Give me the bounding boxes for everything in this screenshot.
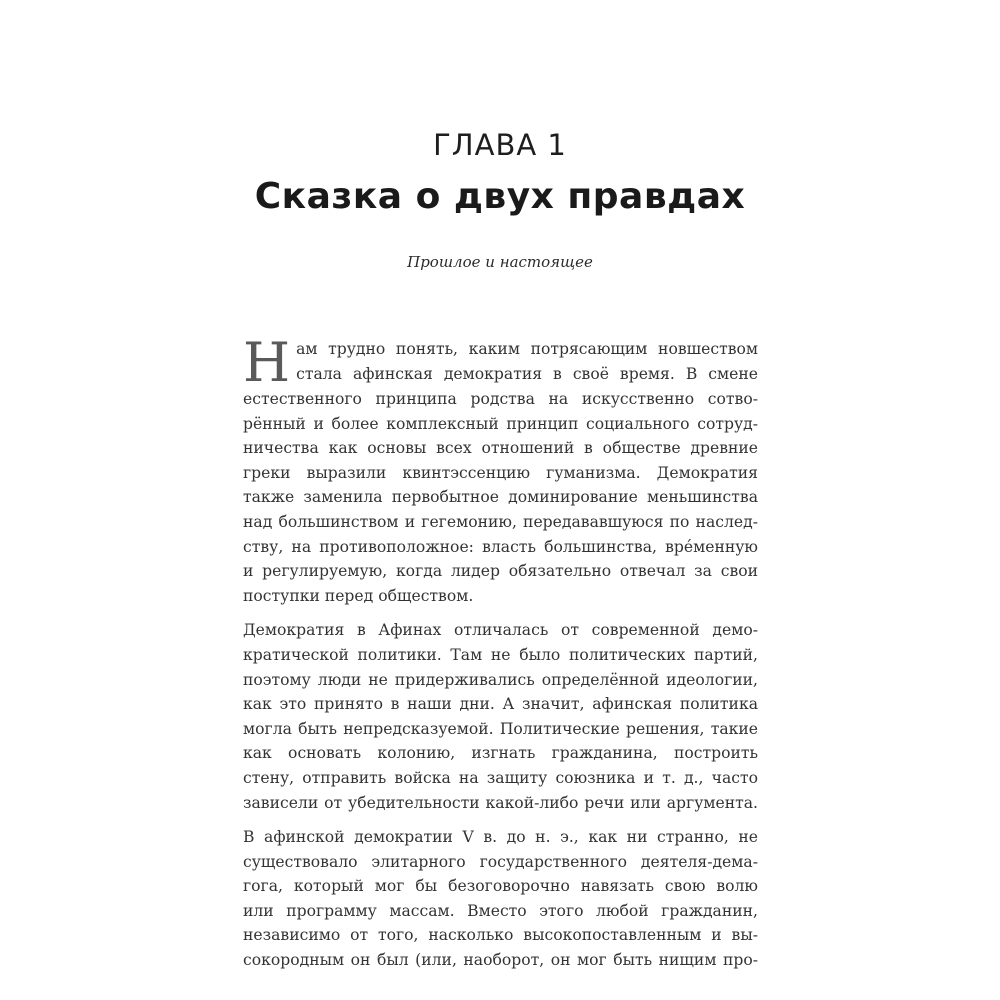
text-line: стала афинская демократия в своё время. В смене (296, 364, 758, 383)
text-line: также заменила первобытное доминирование меньшинства (243, 488, 758, 507)
text-line: или программу массам. Вместо этого любой гражданин, (243, 901, 758, 920)
text-line: греки выразили квинтэссенцию гуманизма. Демократия (243, 463, 758, 482)
text-line: В афинской демократии V в. до н. э., как ни странно, не (243, 828, 758, 847)
text-line: и регулируемую, когда лидер обязательно отвечал за свои (243, 562, 758, 581)
text-line: сокородным он был (или, наоборот, он мог быть нищим про- (243, 951, 758, 970)
text-line: гога, который мог бы безоговорочно навязать свою волю (243, 877, 758, 896)
text-line: как это принято в наши дни. А значит, афинская политика (243, 695, 758, 714)
text-line: Демократия в Афинах отличалась от современной демо- (243, 621, 758, 640)
text-line: ам трудно понять, каким потрясающим новшеством (296, 340, 758, 358)
text-line: зависели от убедительности какой-либо речи или аргумента. (243, 793, 758, 812)
text-line: поступки перед обществом. (243, 586, 474, 605)
text-line: как основать колонию, изгнать гражданина, построить (243, 744, 758, 763)
text-line: ничества как основы всех отношений в обществе древние (243, 439, 758, 458)
paragraph-3 (243, 825, 758, 973)
text-line: ству, на противоположное: власть большинства, вре́менную (243, 537, 758, 556)
chapter-epigraph: Прошлое и настоящее (407, 253, 593, 271)
paragraph-1 (243, 331, 758, 608)
text-line: независимо от того, насколько высокопоставленным и вы- (243, 926, 758, 945)
body-text (243, 331, 758, 983)
paragraph-2 (243, 618, 758, 815)
chapter-label: ГЛАВА 1 (433, 128, 567, 162)
text-line: существовало элитарного государственного деятеля-дема- (243, 852, 758, 871)
chapter-title: Сказка о двух правдах (254, 176, 746, 217)
text-line: естественного принципа родства на искусственно сотво- (243, 390, 758, 408)
text-line: над большинством и гегемонию, передававшуюся по наслед- (243, 512, 758, 531)
text-line: поэтому люди не придерживались определённой идеологии, (243, 670, 758, 689)
text-line: стену, отправить войска на защиту союзника и т. д., часто (243, 768, 758, 787)
text-line: могла быть непредсказуемой. Политические решения, такие (243, 719, 758, 738)
text-line: рённый и более комплексный принцип социального сотруд- (243, 414, 758, 433)
text-line: кратической политики. Там не было политических партий, (243, 645, 758, 664)
drop-cap: Н (243, 331, 291, 394)
